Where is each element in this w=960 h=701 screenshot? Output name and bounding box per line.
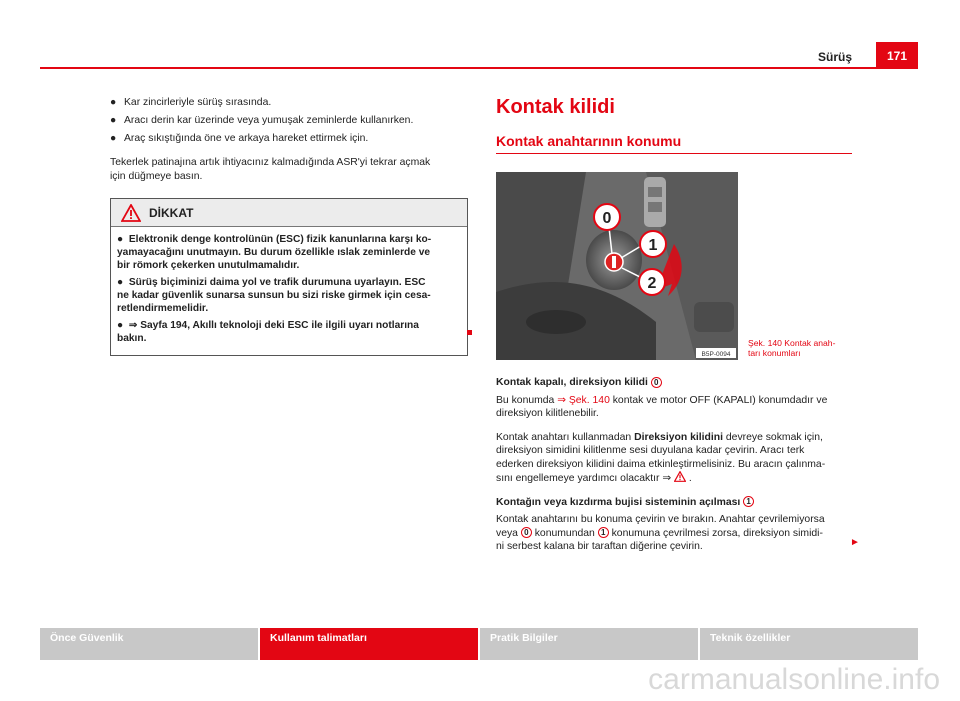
tab-safety[interactable]: Önce Güvenlik bbox=[40, 628, 258, 660]
figure-reference-link[interactable]: ⇒ Şek. 140 bbox=[557, 394, 610, 406]
svg-text:1: 1 bbox=[648, 237, 658, 254]
position-label-1 bbox=[640, 231, 666, 257]
body-paragraph: Tekerlek patinajına artık ihtiyacınız kalmadığında ASR'yi tekrar açmak için düğmeye basın. bbox=[110, 157, 431, 182]
warning-item: ● Elektronik denge kontrolünün (ESC) fizik kanunlarına karşı ko- yamayacağını unutmayın. Bu durum özellikle ıslak zeminlerde ve bir römork çekerken unutulmamalıdır. bbox=[117, 234, 432, 271]
tab-operating-instructions[interactable]: Kullanım talimatları bbox=[260, 628, 478, 660]
page-heading: Kontak kilidi bbox=[496, 96, 615, 118]
body-paragraph: Kontak anahtarını bu konuma çevirin ve bırakın. Anahtar çevrilemiyorsa veya 0 konumundan 1 konumuna çevrilmesi zorsa, direksiyon simidi- ni serbest kalana bir taraftan diğerine çevirin. bbox=[496, 514, 825, 552]
right-column-headings bbox=[496, 96, 852, 154]
section-subtitle: Kontağın veya kızdırma bujisi sisteminin açılması 1 bbox=[496, 496, 852, 510]
list-item: ● Kar zincirleriyle sürüş sırasında. bbox=[110, 97, 272, 108]
warning-title: DİKKAT bbox=[149, 205, 194, 220]
warning-triangle-icon bbox=[121, 204, 141, 222]
position-label-2 bbox=[639, 269, 665, 295]
list-item: ● Araç sıkıştığında öne ve arkaya hareket ettirmek için. bbox=[110, 133, 369, 144]
warning-triangle-icon bbox=[674, 471, 686, 482]
left-column bbox=[110, 96, 470, 356]
sub-heading: Kontak anahtarının konumu bbox=[496, 133, 852, 154]
section-subtitle: Kontak kapalı, direksiyon kilidi 0 bbox=[496, 376, 852, 390]
section-title: Sürüş bbox=[817, 50, 852, 64]
page-number: 171 bbox=[876, 42, 918, 68]
ignition-figure bbox=[496, 172, 738, 360]
watermark: carmanualsonline.info bbox=[648, 663, 940, 696]
position-badge: 1 bbox=[743, 496, 754, 507]
warning-box bbox=[110, 198, 468, 356]
continue-arrow-icon[interactable]: ► bbox=[850, 537, 860, 548]
tab-practical-info[interactable]: Pratik Bilgiler bbox=[480, 628, 698, 660]
section-end-marker bbox=[467, 330, 472, 335]
tab-technical-data[interactable]: Teknik özellikler bbox=[700, 628, 918, 660]
ignition-illustration bbox=[496, 172, 738, 360]
position-badge: 0 bbox=[651, 377, 662, 388]
footer-nav bbox=[40, 628, 918, 660]
position-badge: 0 bbox=[521, 527, 532, 538]
svg-text:0: 0 bbox=[602, 210, 612, 227]
warning-header bbox=[111, 199, 467, 227]
warning-item: ● Sürüş biçiminizi daima yol ve trafik durumuna uyarlayın. ESC ne kadar güvenlik sunarsa sunsun bu sizi riske girmek için cesa- retlendirmemelidir. bbox=[117, 277, 431, 314]
warning-body bbox=[111, 227, 467, 355]
right-body bbox=[496, 376, 852, 554]
figure-caption: Şek. 140 Kontak anah- tarı konumları bbox=[748, 338, 836, 358]
position-badge: 1 bbox=[598, 527, 609, 538]
position-label-0 bbox=[594, 204, 620, 230]
body-paragraph: Kontak anahtarı kullanmadan Direksiyon kilidini devreye sokmak için, direksiyon simidini kilitlenme sesi duyulana kadar çevirin. Aracı terk ederken direksiyon kilidini daima etkinleştirmelisiniz. Bu aracın çalınma- sını engellemeye yardımcı olacaktır ⇒ . bbox=[496, 431, 826, 484]
header-rule bbox=[40, 67, 918, 69]
body-paragraph: Bu konumda ⇒ Şek. 140 kontak ve motor OFF (KAPALI) konumdadır ve direksiyon kilitlenebilir. bbox=[496, 394, 828, 419]
svg-text:2: 2 bbox=[647, 275, 657, 292]
figure-code: B5P-0094 bbox=[701, 351, 731, 358]
list-item: ● Aracı derin kar üzerinde veya yumuşak zeminlerde kullanırken. bbox=[110, 115, 414, 126]
warning-item: ● ⇒ Sayfa 194, Akıllı teknoloji deki ESC ile ilgili uyarı notlarına bakın. bbox=[117, 320, 419, 344]
